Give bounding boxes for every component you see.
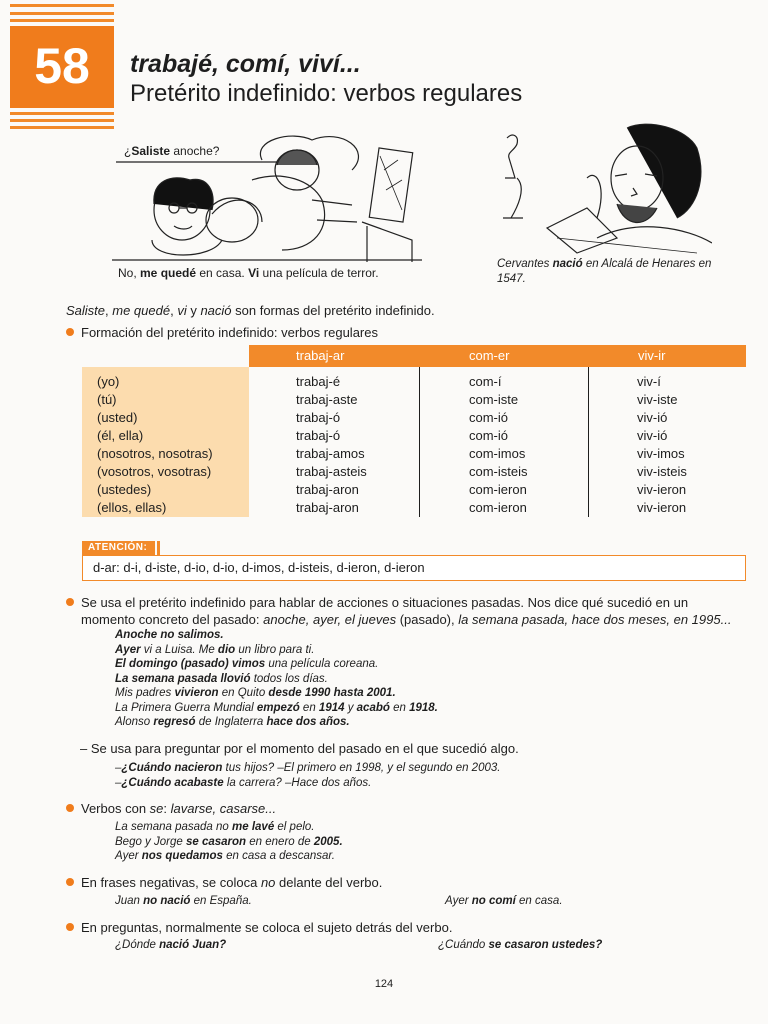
example-question-right bbox=[438, 938, 602, 953]
header-ar: trabaj-ar bbox=[296, 348, 345, 363]
example-segment: de Inglaterra bbox=[195, 716, 267, 728]
ar-forms: trabaj-é trabaj-aste trabaj-ó trabaj-ó trabaj-amos trabaj-asteis trabaj-aron trabaj-aron bbox=[296, 374, 367, 515]
example-negative-left bbox=[115, 894, 252, 909]
usage-questions-subject: En preguntas, normalmente se coloca el sujeto detrás del verbo. bbox=[66, 919, 452, 936]
examples-past-actions bbox=[115, 628, 438, 730]
example-line bbox=[115, 820, 343, 835]
usage-questions-when: – Se usa para preguntar por el momento del pasado en el que sucedió algo. bbox=[80, 741, 519, 756]
example-segment: se casaron ustedes? bbox=[488, 939, 603, 951]
example-line bbox=[115, 672, 438, 687]
example-segment: 2005. bbox=[313, 835, 343, 848]
bullet-icon bbox=[66, 878, 74, 886]
example-segment: en bbox=[389, 701, 410, 714]
example-segment: se casaron bbox=[185, 835, 247, 848]
example-line bbox=[115, 835, 343, 850]
example-question-left bbox=[115, 938, 226, 953]
example-segment: y bbox=[344, 701, 357, 714]
example-segment: – bbox=[115, 762, 122, 774]
usage-negatives: En frases negativas, se coloca no delante del verbo. bbox=[66, 874, 382, 891]
example-segment: 1914 bbox=[318, 701, 345, 714]
atencion-text: d-ar: d-i, d-iste, d-io, d-io, d-imos, d-isteis, d-ieron, d-ieron bbox=[93, 560, 425, 575]
example-segment: empezó bbox=[256, 701, 300, 714]
example-segment: la carrera? –Hace dos años. bbox=[223, 776, 372, 789]
example-segment: Bego y Jorge bbox=[115, 835, 186, 848]
example-segment: en enero de bbox=[246, 835, 314, 848]
example-line bbox=[115, 628, 438, 643]
atencion-box bbox=[82, 555, 746, 581]
bullet-icon bbox=[66, 598, 74, 606]
caption-cervantes: Cervantes nació en Alcalá de Henares en 1547. bbox=[497, 258, 712, 285]
unit-badge bbox=[10, 4, 114, 128]
usage-past-actions: Se usa el pretérito indefinido para hablar de acciones o situaciones pasadas. Nos dice qué sucedió en un momento concreto del pasado: anoche, ayer, el jueves (pasado), la semana pasada, hace dos meses, en 1995... bbox=[66, 594, 756, 628]
example-segment: vi a Luisa. Me bbox=[140, 643, 218, 656]
conjugation-table bbox=[82, 345, 746, 525]
formation-heading: Formación del pretérito indefinido: verbos regulares bbox=[66, 324, 378, 341]
example-segment: 1918. bbox=[409, 701, 438, 714]
example-line bbox=[115, 657, 438, 672]
example-segment: en casa a descansar. bbox=[222, 850, 335, 862]
example-segment: hace dos años. bbox=[266, 716, 350, 728]
table-header bbox=[249, 345, 746, 367]
example-segment: un libro para ti. bbox=[235, 643, 315, 656]
example-segment: La semana pasada llovió bbox=[115, 672, 251, 685]
example-segment: vivieron bbox=[174, 687, 219, 699]
bullet-icon bbox=[66, 804, 74, 812]
example-segment: en Quito bbox=[218, 687, 269, 699]
example-segment: Ayer bbox=[115, 643, 141, 656]
example-segment: ¿Cuándo nacieron bbox=[121, 762, 223, 774]
example-segment: desde 1990 hasta 2001. bbox=[268, 687, 396, 699]
example-segment: La semana pasada no bbox=[115, 821, 233, 833]
example-line bbox=[115, 776, 500, 791]
example-segment: regresó bbox=[153, 716, 196, 728]
er-forms: com-í com-iste com-ió com-ió com-imos com-isteis com-ieron com-ieron bbox=[469, 374, 528, 515]
example-segment: no comí bbox=[471, 895, 516, 907]
example-segment: Alonso bbox=[115, 716, 154, 728]
illustration-cervantes bbox=[497, 118, 712, 258]
atencion-tag: ATENCIÓN: bbox=[82, 541, 153, 555]
example-line bbox=[115, 715, 438, 730]
example-segment: ¿Dónde bbox=[115, 939, 160, 951]
example-segment: no nació bbox=[143, 895, 191, 907]
example-segment: La Primera Guerra Mundial bbox=[115, 701, 257, 714]
example-segment: Mis padres bbox=[115, 687, 175, 699]
example-segment: ¿Cuándo acabaste bbox=[121, 776, 224, 789]
speech-bubble-question: ¿Saliste anoche? bbox=[124, 144, 220, 158]
caption-answer: No, me quedé en casa. Vi una película de terror. bbox=[118, 266, 379, 280]
example-segment: una película coreana. bbox=[265, 658, 379, 670]
example-segment: Anoche no salimos. bbox=[115, 629, 224, 641]
example-segment: acabó bbox=[356, 701, 390, 714]
pronoun-list: (yo) (tú) (usted) (él, ella) (nosotros, nosotras) (vosotros, vosotras) (ustedes) (ellos, ellas) bbox=[97, 374, 213, 515]
unit-title: trabajé, comí, viví... bbox=[130, 50, 361, 78]
example-negative-right bbox=[445, 894, 563, 909]
example-line bbox=[115, 643, 438, 658]
illustration-tv-scene bbox=[112, 130, 422, 278]
bullet-icon bbox=[66, 328, 74, 336]
header-er: com-er bbox=[469, 348, 510, 363]
usage-reflexive: Verbos con se: lavarse, casarse... bbox=[66, 800, 276, 817]
ir-forms: viv-í viv-iste viv-ió viv-ió viv-imos viv-isteis viv-ieron viv-ieron bbox=[637, 374, 687, 515]
example-segment: en casa. bbox=[515, 895, 563, 907]
example-segment: en bbox=[299, 701, 319, 714]
examples-reflexive bbox=[115, 820, 343, 864]
example-line bbox=[115, 701, 438, 716]
example-segment: Ayer bbox=[445, 895, 472, 907]
unit-number: 58 bbox=[10, 26, 114, 108]
unit-subtitle: Pretérito indefinido: verbos regulares bbox=[130, 80, 523, 107]
example-segment: el pelo. bbox=[274, 821, 315, 833]
example-segment: todos los días. bbox=[250, 672, 328, 685]
intro-sentence: Saliste, me quedé, vi y nació son formas del pretérito indefinido. bbox=[66, 303, 435, 318]
example-segment: Juan bbox=[115, 895, 144, 907]
example-line bbox=[115, 686, 438, 701]
example-line bbox=[115, 849, 343, 864]
example-line bbox=[115, 761, 500, 776]
example-segment: nació Juan? bbox=[159, 939, 227, 951]
example-segment: dio bbox=[217, 643, 236, 656]
page-number: 124 bbox=[374, 978, 394, 990]
example-segment: – bbox=[115, 776, 122, 789]
bullet-icon bbox=[66, 923, 74, 931]
header-ir: viv-ir bbox=[638, 348, 666, 363]
example-segment: ¿Cuándo bbox=[438, 939, 489, 951]
example-segment: Ayer bbox=[115, 850, 142, 862]
example-segment: me lavé bbox=[232, 821, 275, 833]
examples-questions-when bbox=[115, 761, 500, 790]
example-segment: El domingo (pasado) vimos bbox=[115, 658, 266, 670]
example-segment: tus hijos? –El primero en 1998, y el segundo en 2003. bbox=[222, 762, 501, 774]
example-segment: en España. bbox=[190, 895, 252, 907]
example-segment: nos quedamos bbox=[141, 850, 223, 862]
